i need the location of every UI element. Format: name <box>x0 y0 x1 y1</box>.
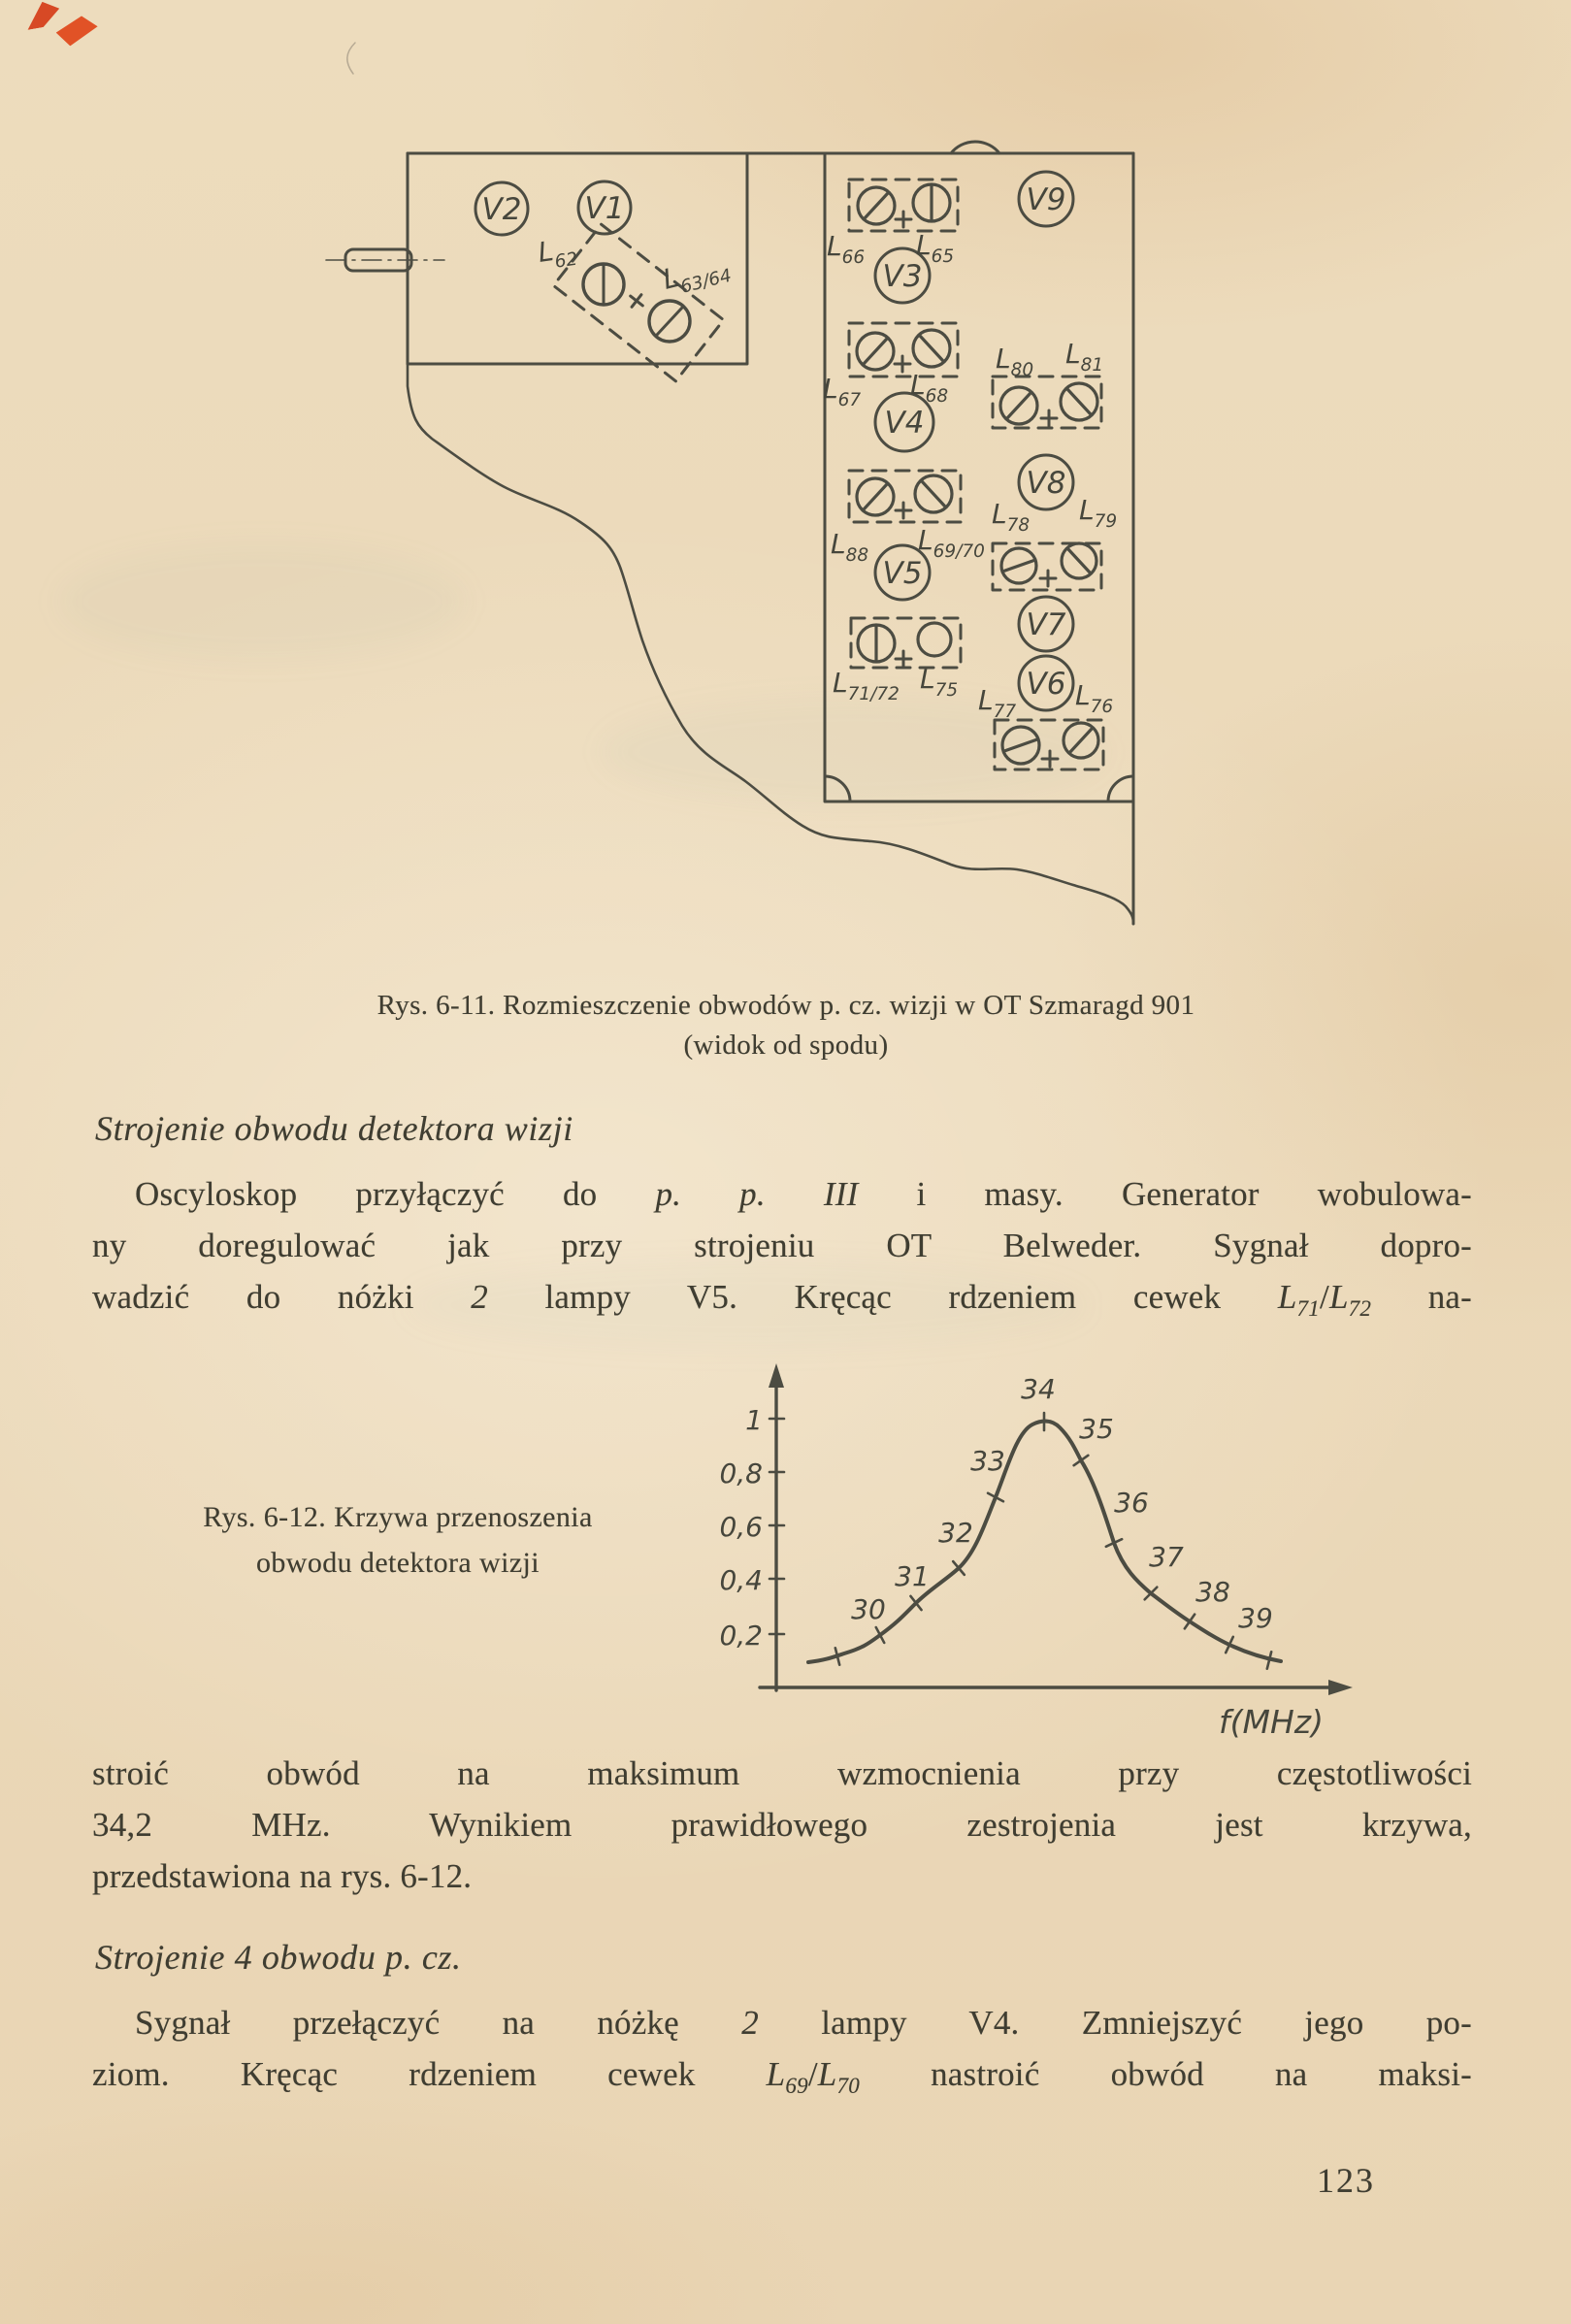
y-tick-labels <box>719 1404 763 1652</box>
figure-6-12-chart <box>719 1363 1353 1741</box>
point-label-32: 32 <box>938 1517 973 1549</box>
panel-corner-fillet <box>1108 776 1133 802</box>
tube-label-v2: V2 <box>481 192 522 227</box>
coil-label-l80: $L_{80}$ <box>996 343 1034 380</box>
coil-label-l78: $L_{78}$ <box>992 498 1031 536</box>
text-line: ny doregulować jak przy strojeniu OT Belweder. Sygnał dopro- <box>92 1227 1472 1264</box>
tube-notch-arc <box>951 142 999 153</box>
response-curve <box>808 1422 1281 1662</box>
point-label-37: 37 <box>1149 1541 1184 1573</box>
text-line: wadzić do nóżki 2 lampy V5. Kręcąc rdzeniem cewek $L_{71}/L_{72}$ na- <box>92 1278 1472 1321</box>
coil-label-l75: $L_{75}$ <box>920 663 959 701</box>
paragraph-detector-tuning <box>92 1168 1472 1323</box>
ytick-02: 0,2 <box>719 1620 763 1652</box>
tube-label-v8: V8 <box>1026 466 1066 501</box>
text-line: ziom. Kręcąc rdzeniem cewek $L_{69}/L_{70}$ nastroić obwód na maksi- <box>92 2055 1472 2098</box>
coil-label-l88: $L_{88}$ <box>831 528 869 566</box>
coil-label-l66: $L_{66}$ <box>827 230 866 268</box>
coil-label-l79: $L_{79}$ <box>1079 494 1118 532</box>
point-label-39: 39 <box>1238 1602 1273 1634</box>
ytick-08: 0,8 <box>719 1457 763 1489</box>
point-label-34: 34 <box>1021 1373 1056 1405</box>
point-label-31: 31 <box>895 1560 930 1592</box>
coil-label-l67: $L_{67}$ <box>823 373 862 410</box>
coil-label-l81: $L_{81}$ <box>1065 338 1104 376</box>
point-label-36: 36 <box>1114 1487 1149 1519</box>
point-label-35: 35 <box>1079 1413 1114 1445</box>
ytick-04: 0,4 <box>719 1564 763 1596</box>
tube-label-v5: V5 <box>882 556 923 591</box>
chart-labels <box>719 1373 1324 1741</box>
panel-corner-fillet <box>825 776 850 802</box>
coil-label-l63-64: $L_{63/64}$ <box>659 260 734 298</box>
text-line: stroić obwód na maksimum wzmocnienia przy częstotliwości <box>92 1754 1472 1792</box>
text-line: 34,2 MHz. Wynikiem prawidłowego zestrojenia jest krzywa, <box>92 1806 1472 1844</box>
caption-line: Rys. 6-12. Krzywa przenoszenia <box>203 1501 593 1533</box>
tube-label-v4: V4 <box>884 406 925 441</box>
caption-line: (widok od spodu) <box>683 1030 889 1061</box>
point-label-38: 38 <box>1195 1576 1230 1608</box>
tube-label-v7: V7 <box>1026 607 1066 642</box>
caption-line: obwodu detektora wizji <box>255 1547 540 1579</box>
pencil-mark <box>347 43 355 74</box>
point-label-30: 30 <box>851 1593 886 1625</box>
tube-label-v6: V6 <box>1026 667 1066 702</box>
paragraph-tuning-result <box>92 1748 1472 1902</box>
x-axis-label: f(MHz) <box>1219 1703 1324 1741</box>
coil-label-l68: $L_{68}$ <box>910 369 949 407</box>
coil-label-l76: $L_{76}$ <box>1075 679 1114 717</box>
figure-6-11-caption <box>165 986 1407 1065</box>
y-axis-arrow <box>769 1363 784 1388</box>
coil-label-l77: $L_{77}$ <box>978 684 1017 722</box>
coil-label-l65: $L_{65}$ <box>916 229 955 267</box>
coil-box-l62-l63 <box>553 224 723 381</box>
curve-point-labels <box>851 1373 1273 1634</box>
caption-line: Rys. 6-11. Rozmieszczenie obwodów p. cz. wizji w OT Szmaragd 901 <box>376 990 1195 1021</box>
coil-label-l69-70: $L_{69/70}$ <box>918 524 985 562</box>
section-heading-detector: Strojenie obwodu detektora wizji <box>95 1109 573 1148</box>
figure-6-12-caption <box>107 1494 689 1586</box>
tube-label-v1: V1 <box>584 191 625 226</box>
section-heading-4th-circuit: Strojenie 4 obwodu p. cz. <box>95 1938 462 1977</box>
text-line: Sygnał przełączyć na nóżkę 2 lampy V4. Zmniejszyć jego po- <box>135 2004 1472 2042</box>
text-line: Oscyloskop przyłączyć do p. p. III i masy. Generator wobulowa- <box>135 1175 1472 1213</box>
paragraph-4th-circuit <box>92 1997 1472 2100</box>
x-axis-arrow <box>1328 1680 1353 1695</box>
coil-label-l71-72: $L_{71/72}$ <box>833 667 900 704</box>
ytick-1: 1 <box>745 1404 763 1436</box>
point-label-33: 33 <box>970 1445 1005 1477</box>
tube-label-v9: V9 <box>1026 182 1066 217</box>
page-number: 123 <box>1317 2161 1375 2200</box>
coil-label-l62: $L_{62}$ <box>536 235 579 273</box>
tube-label-v3: V3 <box>882 259 923 294</box>
ytick-06: 0,6 <box>719 1511 763 1543</box>
chassis-outline <box>408 364 1133 924</box>
text-line: przedstawiona na rys. 6-12. <box>92 1857 473 1895</box>
